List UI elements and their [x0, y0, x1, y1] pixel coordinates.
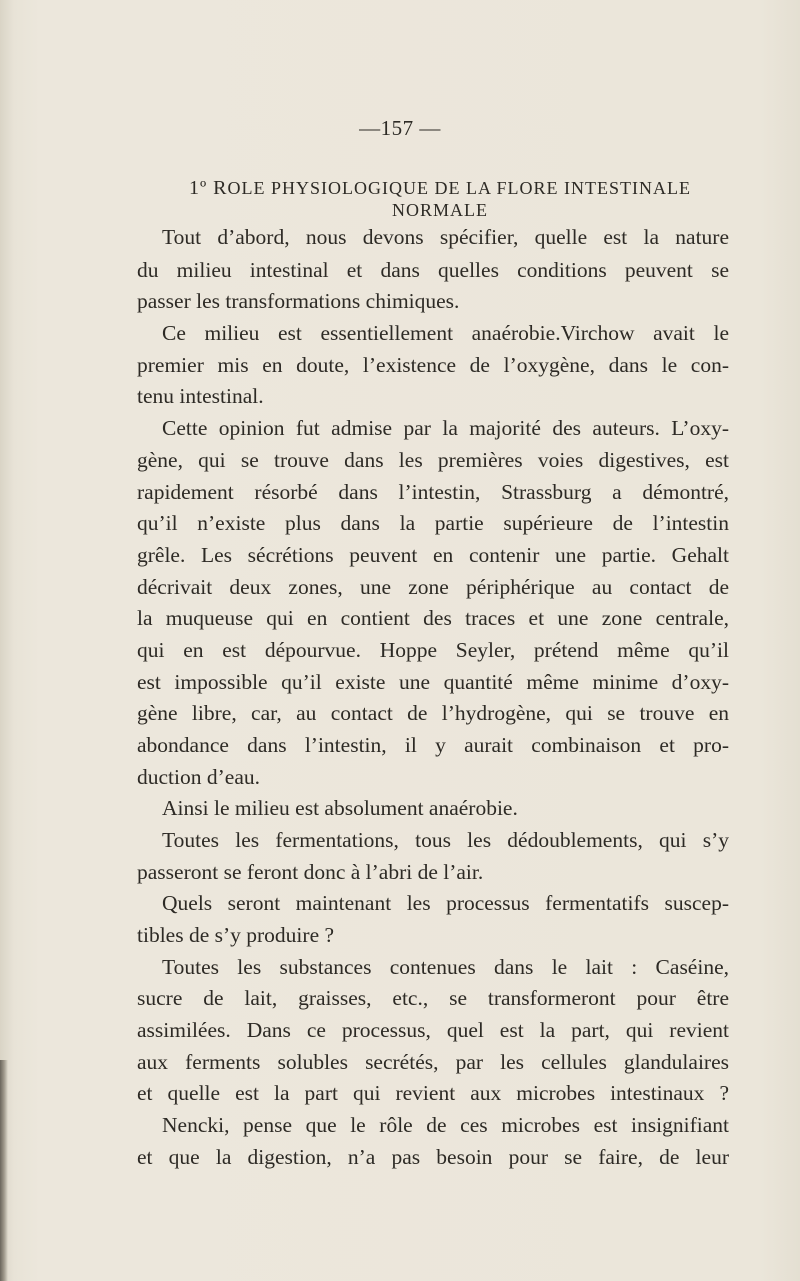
text-line: rapidement résorbé dans l’intestin, Strassburg a démontré, [137, 480, 729, 504]
text-line: premier mis en doute, l’existence de l’oxygène, dans le con- [137, 353, 729, 377]
text-line: assimilées. Dans ce processus, quel est la part, qui revient [137, 1018, 729, 1042]
text-line: grêle. Les sécrétions peuvent en contenir une partie. Gehalt [137, 543, 729, 567]
text-line: Toutes les substances contenues dans le lait : Caséine, [162, 955, 729, 979]
section-heading-initial: 1º R [188, 177, 228, 199]
text-line: qu’il n’existe plus dans la partie supérieure de l’intestin [137, 511, 729, 535]
text-line: Nencki, pense que le rôle de ces microbes est insignifiant [162, 1113, 729, 1137]
section-heading [140, 177, 740, 221]
text-line: et que la digestion, n’a pas besoin pour se faire, de leur [137, 1145, 729, 1169]
text-line: aux ferments solubles secrétés, par les cellules glandulaires [137, 1050, 729, 1074]
text-line: abondance dans l’intestin, il y aurait combinaison et pro- [137, 733, 729, 757]
text-line: qui en est dépourvue. Hoppe Seyler, prétend même qu’il [137, 638, 729, 662]
text-line: Cette opinion fut admise par la majorité des auteurs. L’oxy- [162, 416, 729, 440]
text-line: Quels seront maintenant les processus fermentatifs suscep- [162, 891, 729, 915]
page-edge-shadow [0, 1060, 8, 1281]
text-line: décrivait deux zones, une zone périphérique au contact de [137, 575, 729, 599]
text-line: passer les transformations chimiques. [137, 289, 460, 313]
text-line: gène libre, car, au contact de l’hydrogène, qui se trouve en [137, 701, 729, 725]
text-line: Ce milieu est essentiellement anaérobie.Virchow avait le [162, 321, 729, 345]
text-line: est impossible qu’il existe une quantité même minime d’oxy- [137, 670, 729, 694]
text-line: Toutes les fermentations, tous les dédoublements, qui s’y [162, 828, 729, 852]
text-line: sucre de lait, graisses, etc., se transformeront pour être [137, 986, 729, 1010]
text-line: Ainsi le milieu est absolument anaérobie. [162, 796, 518, 820]
text-line: passeront se feront donc à l’abri de l’air. [137, 860, 484, 884]
text-line: du milieu intestinal et dans quelles conditions peuvent se [137, 258, 729, 282]
text-line: et quelle est la part qui revient aux microbes intestinaux ? [137, 1081, 729, 1105]
text-line: gène, qui se trouve dans les premières voies digestives, est [137, 448, 729, 472]
text-line: tibles de s’y produire ? [137, 923, 335, 947]
text-line: tenu intestinal. [137, 384, 264, 408]
page-number: —157 — [359, 116, 441, 140]
text-line: duction d’eau. [137, 765, 260, 789]
text-line: la muqueuse qui en contient des traces et une zone centrale, [137, 606, 729, 630]
section-heading-rest: OLE PHYSIOLOGIQUE DE LA FLORE INTESTINALE NORMALE [227, 178, 691, 220]
text-line: Tout d’abord, nous devons spécifier, quelle est la nature [162, 225, 729, 249]
